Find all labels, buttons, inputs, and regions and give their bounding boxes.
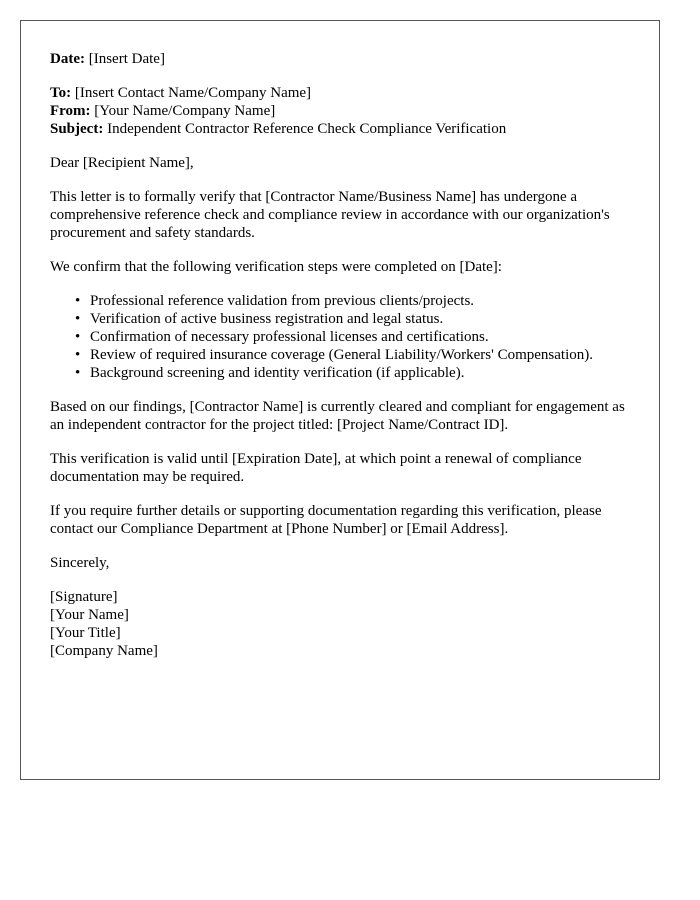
signature-placeholder: [Signature] [50,589,118,605]
to-value: [Insert Contact Name/Company Name] [74,85,312,101]
signer-name: [Your Name] [50,607,129,623]
bullet-icon: • [75,329,81,345]
to-line [50,84,631,102]
list-item-text: Confirmation of necessary professional licenses and certifications. [90,329,489,345]
list-item-text: Review of required insurance coverage (General Liability/Workers' Compensation). [90,347,593,363]
subject-value: Independent Contractor Reference Check Compliance Verification [107,121,507,137]
list-item [75,328,631,346]
subject-label: Subject: [50,121,104,137]
bullet-icon: • [75,293,81,309]
signer-title: [Your Title] [50,625,121,641]
date-label: Date: [50,51,85,67]
list-item [75,346,631,364]
list-item [75,310,631,328]
validity-paragraph: This verification is valid until [Expiration Date], at which point a renewal of compliance documentation may be required. [50,451,582,485]
steps-intro: We confirm that the following verification steps were completed on [Date]: [50,259,502,275]
to-label: To: [50,85,72,101]
list-item [75,292,631,310]
signer-company: [Company Name] [50,643,158,659]
salutation: Dear [Recipient Name], [50,155,194,171]
signature-block [50,588,631,660]
list-item-text: Professional reference validation from previous clients/projects. [90,293,475,309]
from-line [50,102,631,120]
intro-paragraph: This letter is to formally verify that [Contractor Name/Business Name] has undergone a comprehensive reference check and compliance review in accordance with our organization's procurement and safety standards. [50,189,610,241]
from-label: From: [50,103,91,119]
list-item [75,364,631,382]
list-item-text: Verification of active business registration and legal status. [90,311,444,327]
bullet-icon: • [75,311,81,327]
subject-line [50,120,631,138]
sign-off: Sincerely, [50,555,110,571]
address-block [50,84,631,138]
bullet-icon: • [75,365,81,381]
date-line [50,50,631,68]
list-item-text: Background screening and identity verification (if applicable). [90,365,465,381]
letter-document [20,20,660,780]
contact-paragraph: If you require further details or supporting documentation regarding this verification, please contact our Compliance Department at [Phone Number] or [Email Address]. [50,503,602,537]
date-value: [Insert Date] [88,51,165,67]
verification-steps-list [50,292,631,382]
bullet-icon: • [75,347,81,363]
findings-paragraph: Based on our findings, [Contractor Name] is currently cleared and compliant for engagement as an independent contractor for the project titled: [Project Name/Contract ID]. [50,399,625,433]
from-value: [Your Name/Company Name] [94,103,276,119]
